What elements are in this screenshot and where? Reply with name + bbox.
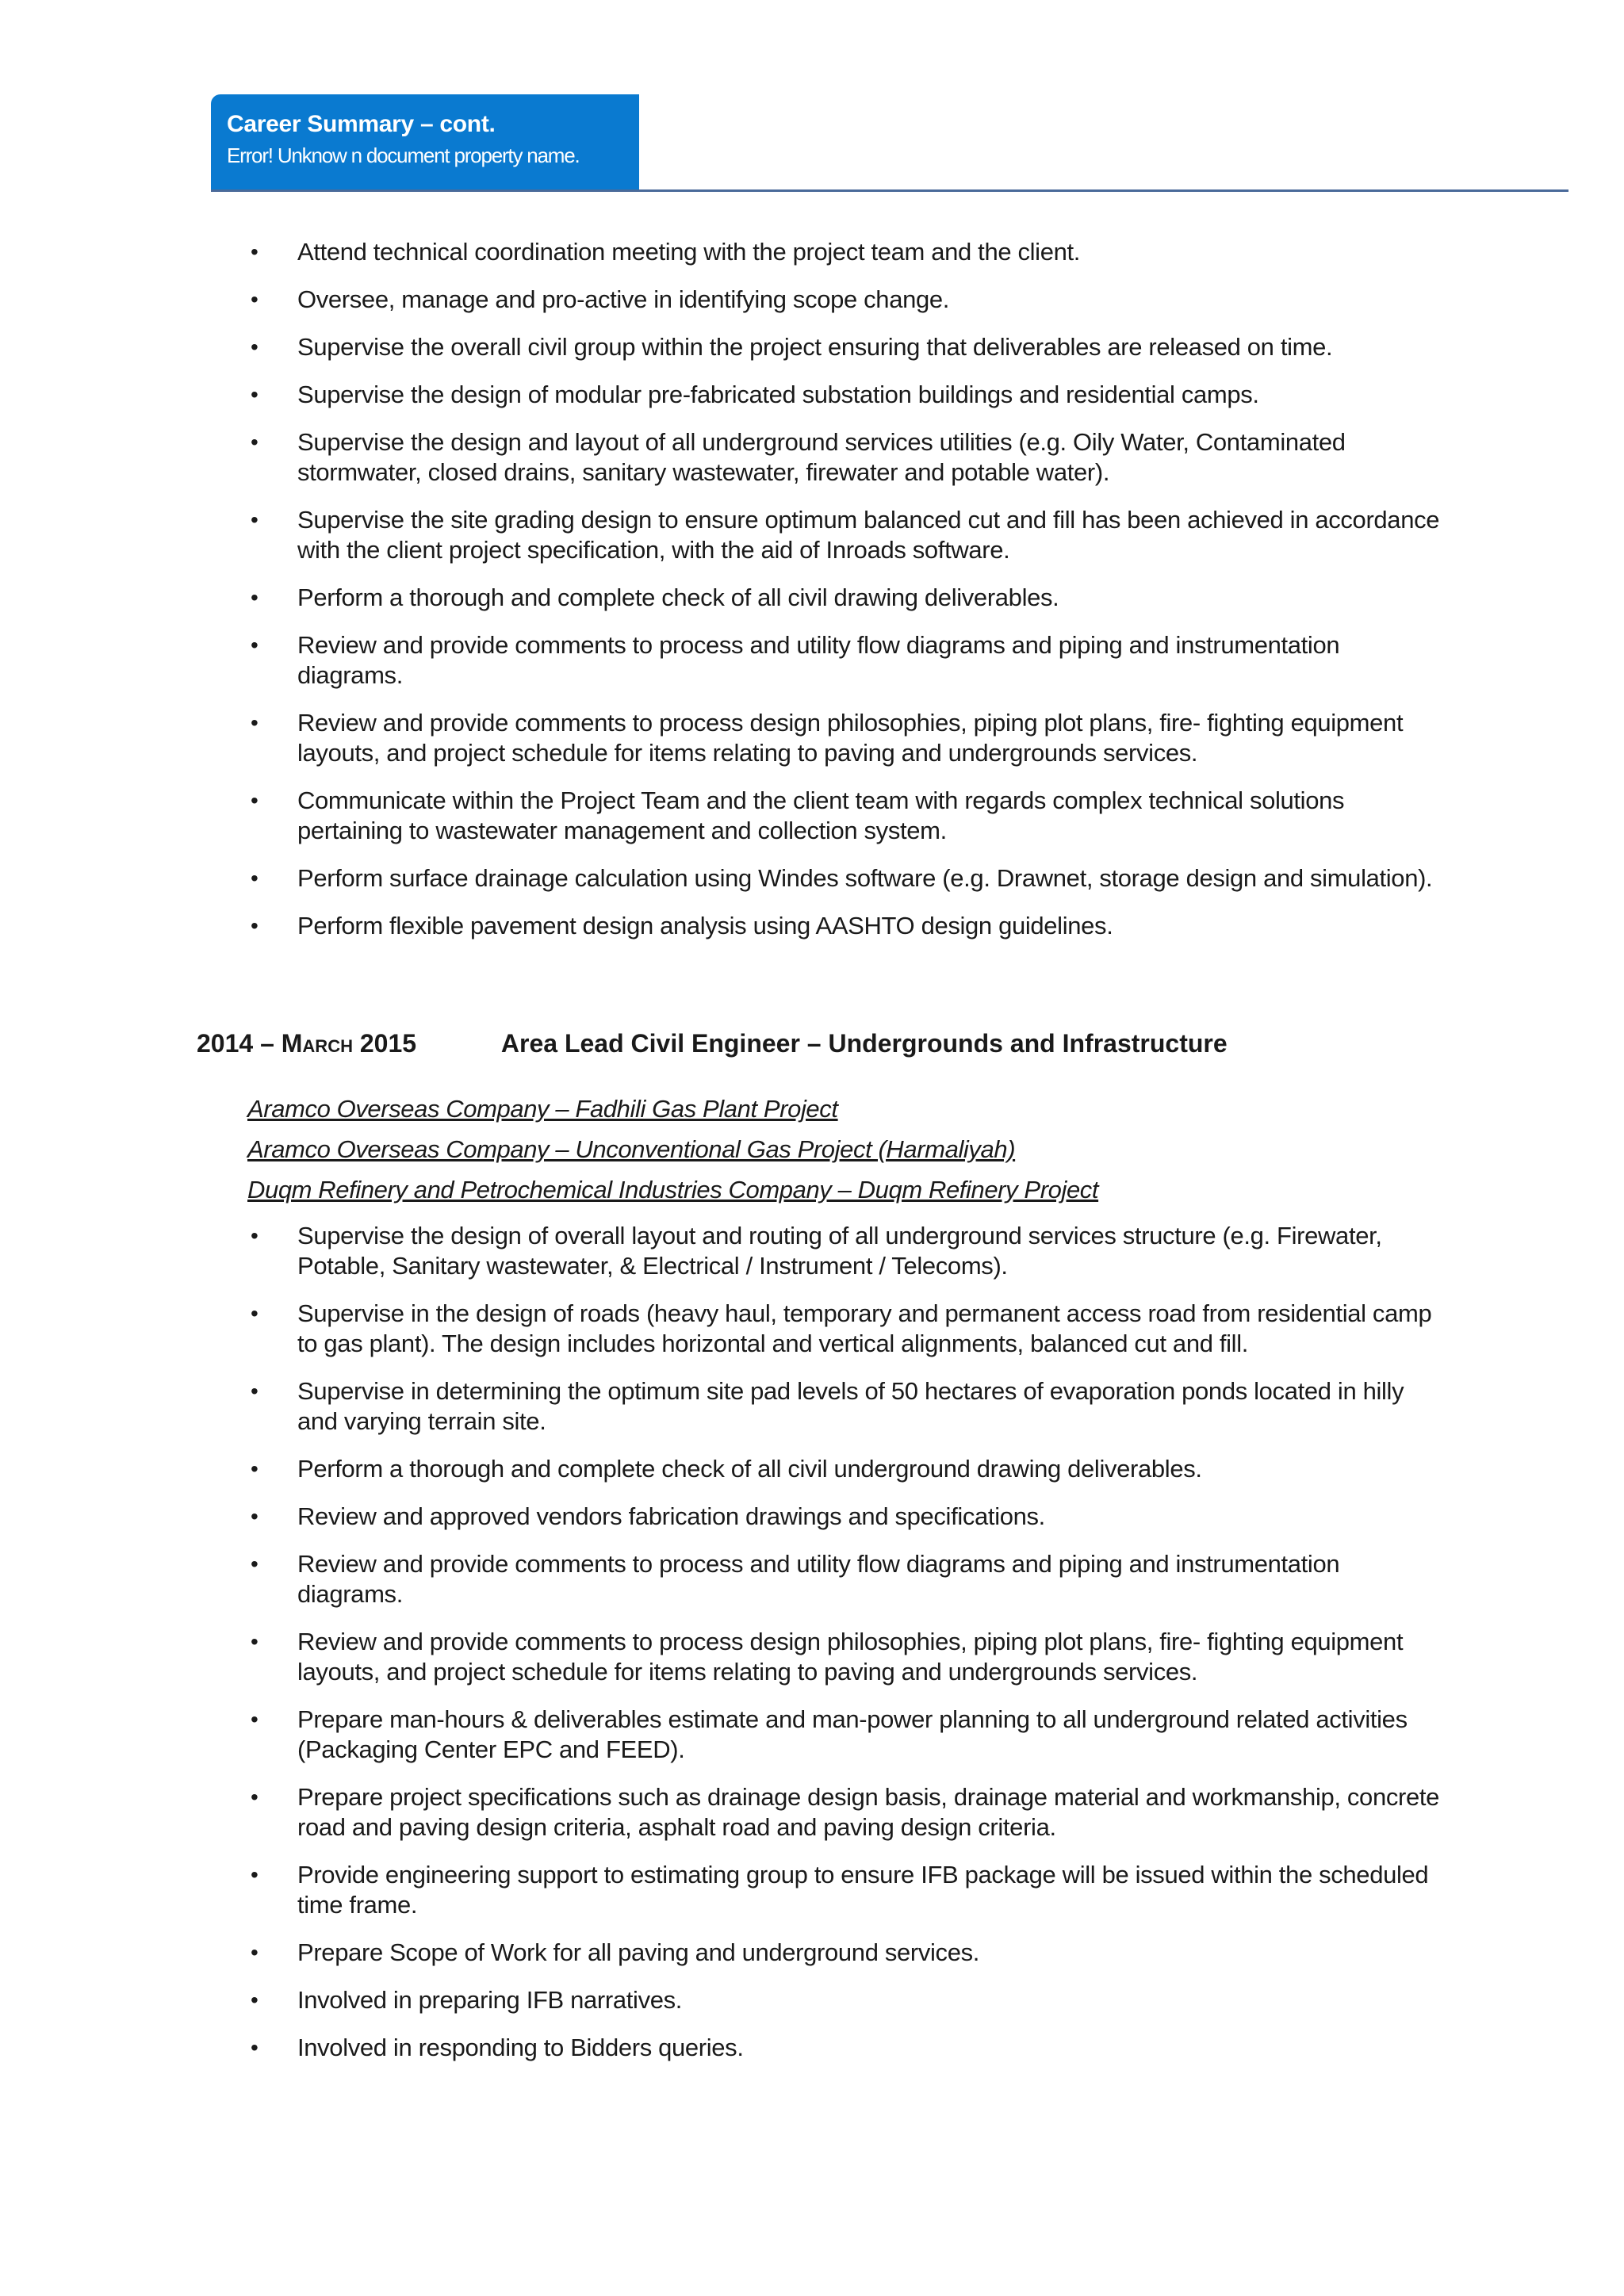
header-banner — [211, 94, 639, 191]
project-item: Duqm Refinery and Petrochemical Industries Company – Duqm Refinery Project — [247, 1176, 1099, 1203]
header-title: Career Summary – cont. — [227, 111, 496, 137]
list-item: • Supervise the design and layout of all underground services utilities (e.g. Oily Water, Contaminated stormwater, closed drains, sanitary wastewater, firewater and potable water). — [0, 427, 1624, 488]
list-item: • Review and approved vendors fabrication drawings and specifications. — [0, 1502, 1624, 1532]
list-item: • Review and provide comments to process design philosophies, piping plot plans, fire- fighting equipment layouts, and project schedule for items relating to paving and undergrounds services. — [0, 1627, 1624, 1687]
list-item: • Perform flexible pavement design analysis using AASHTO design guidelines. — [0, 911, 1624, 941]
list-item: • Supervise the design of overall layout and routing of all underground services structure (e.g. Firewater, Potable, Sanitary wastewater, & Electrical / Instrument / Telecoms). — [0, 1221, 1624, 1281]
header-subtitle: Error! Unknow n document property name. — [227, 144, 580, 167]
header-divider — [211, 189, 1568, 192]
project-item: Aramco Overseas Company – Unconventional Gas Project (Harmaliyah) — [247, 1135, 1016, 1163]
list-item: • Review and provide comments to process and utility flow diagrams and piping and instrumentation diagrams. — [0, 1549, 1624, 1609]
list-item: • Attend technical coordination meeting with the project team and the client. — [0, 237, 1624, 267]
responsibilities-list-1 — [0, 237, 1624, 959]
list-item: • Perform a thorough and complete check of all civil drawing deliverables. — [0, 583, 1624, 613]
position-title: Area Lead Civil Engineer – Undergrounds and Infrastructure — [500, 1029, 1228, 1058]
position-heading — [197, 1027, 1545, 1059]
project-item: Aramco Overseas Company – Fadhili Gas Plant Project — [247, 1095, 838, 1123]
project-list — [247, 1094, 1516, 1215]
list-item: • Review and provide comments to process design philosophies, piping plot plans, fire- fighting equipment layouts, and project schedule for items relating to paving and undergrounds services. — [0, 708, 1624, 768]
list-item: • Review and provide comments to process and utility flow diagrams and piping and instrumentation diagrams. — [0, 630, 1624, 691]
list-item: • Involved in preparing IFB narratives. — [0, 1985, 1624, 2015]
list-item: • Prepare project specifications such as drainage design basis, drainage material and workmanship, concrete road and paving design criteria, asphalt road and paving design criteria. — [0, 1782, 1624, 1843]
list-item: • Oversee, manage and pro-active in identifying scope change. — [0, 285, 1624, 315]
list-item: • Supervise in the design of roads (heavy haul, temporary and permanent access road from residential camp to gas plant). The design includes horizontal and vertical alignments, balanced cut and fill. — [0, 1299, 1624, 1359]
list-item: • Supervise the design of modular pre-fabricated substation buildings and residential camps. — [0, 380, 1624, 410]
list-item: • Communicate within the Project Team and the client team with regards complex technical solutions pertaining to wastewater management and collection system. — [0, 786, 1624, 846]
list-item: • Supervise the overall civil group within the project ensuring that deliverables are released on time. — [0, 332, 1624, 362]
list-item: • Provide engineering support to estimating group to ensure IFB package will be issued within the scheduled time frame. — [0, 1860, 1624, 1920]
list-item: • Prepare Scope of Work for all paving and underground services. — [0, 1938, 1624, 1968]
position-date: 2014 – March 2015 — [197, 1029, 417, 1058]
list-item: • Perform surface drainage calculation using Windes software (e.g. Drawnet, storage design and simulation). — [0, 863, 1624, 894]
list-item: • Perform a thorough and complete check of all civil underground drawing deliverables. — [0, 1454, 1624, 1484]
list-item: • Involved in responding to Bidders queries. — [0, 2033, 1624, 2063]
responsibilities-list-2 — [0, 1221, 1624, 2080]
list-item: • Prepare man-hours & deliverables estimate and man-power planning to all underground related activities (Packaging Center EPC and FEED). — [0, 1705, 1624, 1765]
list-item: • Supervise the site grading design to ensure optimum balanced cut and fill has been achieved in accordance with the client project specification, with the aid of Inroads software. — [0, 505, 1624, 565]
list-item: • Supervise in determining the optimum site pad levels of 50 hectares of evaporation ponds located in hilly and varying terrain site. — [0, 1376, 1624, 1437]
